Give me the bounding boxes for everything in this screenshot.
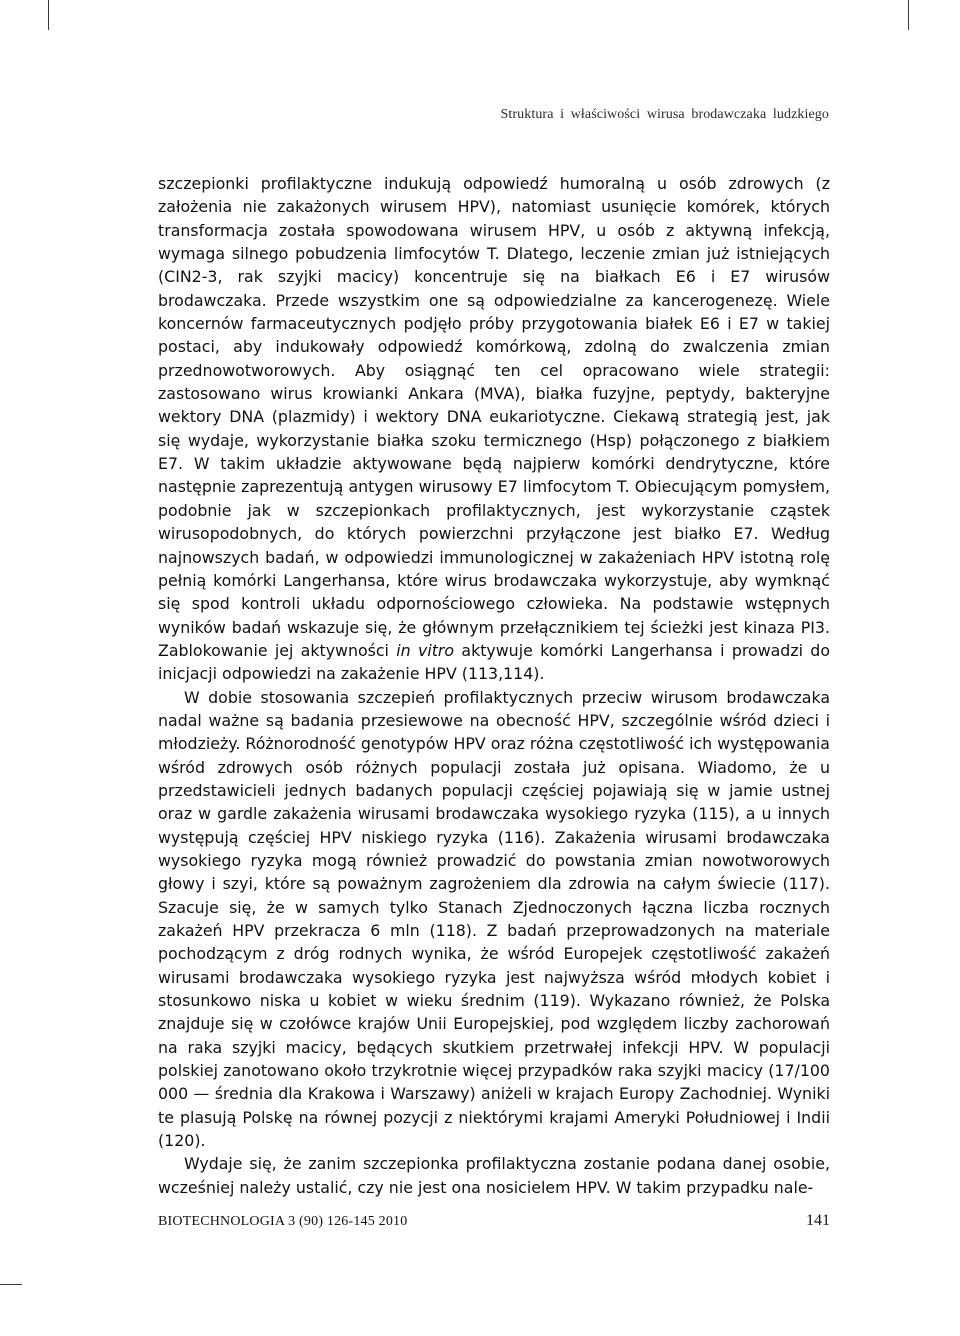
paragraph-1-end: aktywuje komórki Langerhansa i prowadzi do inicjacji odpowiedzi na zakażenie HPV (113,114). — [158, 640, 831, 684]
running-head: Struktura i właściwości wirusa brodawczaka ludzkiego — [500, 107, 829, 122]
body-text — [158, 172, 830, 1199]
paragraph-1-italic: in vitro — [396, 640, 455, 660]
paragraph-1-text: szczepionki profilaktyczne indukują odpowiedź humoralną u osób zdrowych (z założenia nie zakażonych wirusem HPV), natomiast usunięcie komórek, których transformacja została spowodowana wirusem HPV, u osób z aktywną infekcją, wymaga silnego pobudzenia limfocytów T. Dlatego, leczenie zmian już istniejących (CIN2-3, rak szyjki macicy) koncentruje się na białkach E6 i E7 wirusów brodawczaka. Przede wszystkim one są odpowiedzialne za kancerogenezę. Wiele koncernów farmaceutycznych podjęło próby przygotowania białek E6 i E7 w takiej postaci, aby indukowały odpowiedź komórkową, zdolną do zwalczenia zmian przednowotworowych. Aby osiągnąć ten cel opracowano wiele strategii: zastosowano wirus krowianki Ankara (MVA), białka fuzyjne, peptydy, bakteryjne wektory DNA (plazmidy) i wektory DNA eukariotyczne. Ciekawą strategią jest, jak się wydaje, wykorzystanie białka szoku termicznego (Hsp) połączonego z białkiem E7. W takim układzie aktywowane będą najpierw komórki dendrytyczne, które następnie zaprezentują antygen wirusowy E7 limfocytom T. Obiecującym pomysłem, podobnie jak w szczepionkach profilaktycznych, jest wykorzystanie cząstek wirusopodobnych, do których powierzchni przyłączone jest białko E7. Według najnowszych badań, w odpowiedzi immunologicznej w zakażeniach HPV istotną rolę pełnią komórki Langerhansa, które wirus brodawczaka wykorzystuje, aby wymknąć się spod kontroli układu odpornościowego człowieka. Na podstawie wstępnych wyników badań wskazuje się, że głównym przełącznikiem tej ścieżki jest kinaza PI3. Zablokowanie jej aktywności — [158, 174, 830, 660]
paragraph-2: W dobie stosowania szczepień profilaktycznych przeciw wirusom brodawczaka nadal ważne są badania przesiewowe na obecność HPV, szczególnie wśród dzieci i młodzieży. Różnorodność genotypów HPV oraz różna częstotliwość ich występowania wśród zdrowych osób różnych populacji została już opisana. Wiadomo, że u przedstawicieli jednych badanych populacji częściej pojawiają się w jamie ustnej oraz w gardle zakażenia wirusami brodawczaka wysokiego ryzyka (115), a u innych występują częściej HPV niskiego ryzyka (116). Zakażenia wirusami brodawczaka wysokiego ryzyka mogą również prowadzić do powstania zmian nowotworowych głowy i szyi, które są poważnym zagrożeniem dla zdrowia na całym świecie (117). Szacuje się, że w samych tylko Stanach Zjednoczonych łączna liczba rocznych zakażeń HPV przekracza 6 mln (118). Z badań przeprowadzonych na materiale pochodzącym z dróg rodnych wynika, że wśród Europejek częstotliwość zakażeń wirusami brodawczaka wysokiego ryzyka jest najwyższa wśród młodych kobiet i stosunkowo niska u kobiet w wieku średnim (119). Wykazano również, że Polska znajduje się w czołówce krajów Unii Europejskiej, pod względem liczby zachorowań na raka szyjki macicy, będących skutkiem przetrwałej infekcji HPV. W populacji polskiej zanotowano około trzykrotnie więcej przypadków raka szyjki macicy (17/100 000 — średnia dla Krakowa i Warszawy) aniżeli w krajach Europy Zachodniej. Wyniki te plasują Polskę na równej pozycji z niektórymi krajami Ameryki Południowej i Indii (120). — [158, 687, 830, 1151]
paragraph-3: Wydaje się, że zanim szczepionka profilaktyczna zostanie podana danej osobie, wcześniej należy ustalić, czy nie jest ona nosicielem HPV. W takim przypadku nale- — [158, 1154, 830, 1197]
crop-mark-bottom-left — [0, 1284, 22, 1285]
crop-mark-top-right — [908, 0, 909, 30]
paragraph-1 — [158, 172, 830, 686]
crop-mark-top-left — [48, 0, 49, 30]
page-number: 141 — [806, 1212, 830, 1229]
journal-footer: BIOTECHNOLOGIA 3 (90) 126-145 2010 — [158, 1214, 408, 1229]
